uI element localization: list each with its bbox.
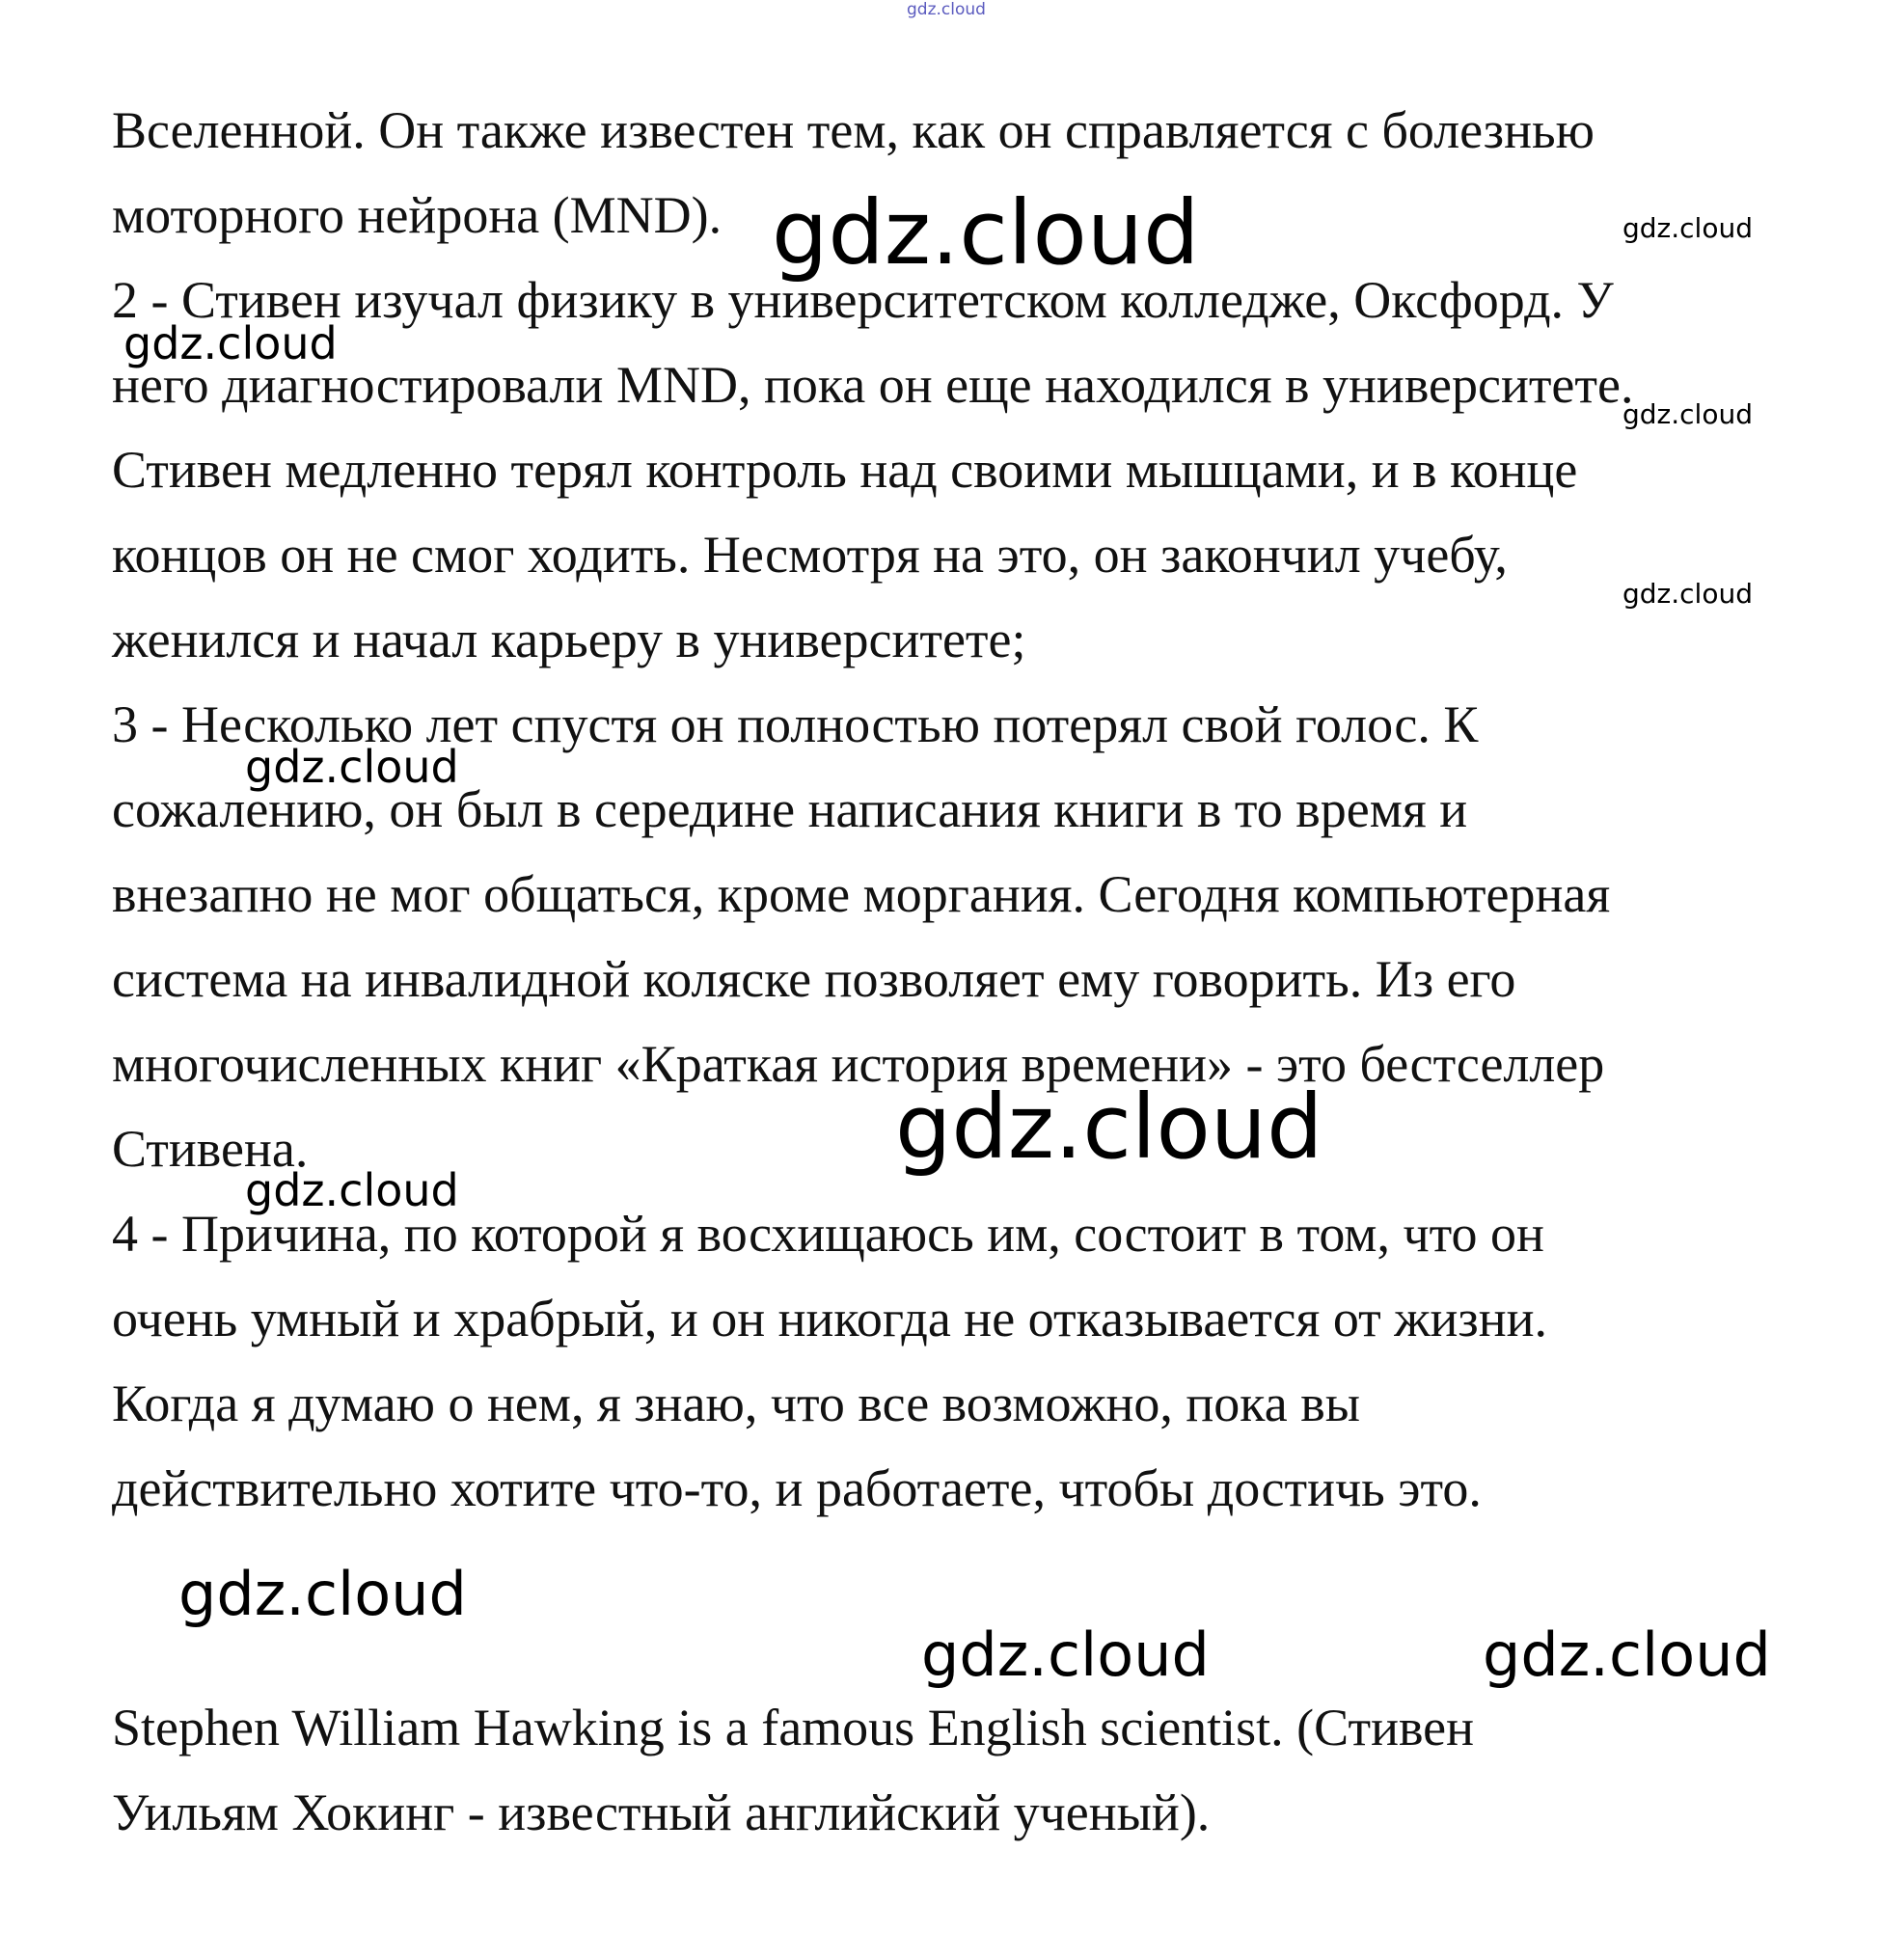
text-line: Когда я думаю о нем, я знаю, что все возможно, пока вы [112,1375,1360,1432]
text-line: 4 - Причина, по которой я восхищаюсь им, состоит в том, что он [112,1205,1544,1263]
text-line: очень умный и храбрый, и он никогда не отказывается от жизни. [112,1290,1548,1348]
watermark-large: gdz.cloud [895,1075,1323,1179]
text-line: Стивена. [112,1120,309,1178]
watermark-large: gdz.cloud [1483,1620,1771,1690]
text-block-2 [112,1685,1839,1855]
text-line: действительно хотите что-то, и работаете, чтобы достичь это. [112,1459,1482,1517]
text-line: Stephen William Hawking is a famous English scientist. (Стивен [112,1699,1475,1756]
text-line: 3 - Несколько лет спустя он полностью потерял свой голос. К [112,695,1479,753]
watermark-medium: gdz.cloud [245,1164,459,1216]
text-line: 2 - Стивен изучал физику в университетском колледже, Оксфорд. У [112,271,1614,329]
text-line: моторного нейрона (MND). [112,186,722,244]
watermark-large: gdz.cloud [178,1559,467,1629]
watermark-top: gdz.cloud [907,0,986,19]
text-line: Вселенной. Он также известен тем, как он справляется с болезнью [112,101,1595,159]
watermark-small: gdz.cloud [1622,578,1753,610]
text-line: система на инвалидной коляске позволяет ему говорить. Из его [112,950,1516,1008]
text-line: Уильям Хокинг - известный английский ученый). [112,1783,1211,1841]
text-block-1 [112,88,1839,1531]
text-line: внезапно не мог общаться, кроме моргания. Сегодня компьютерная [112,865,1611,923]
watermark-medium: gdz.cloud [245,741,459,793]
text-line: Стивен медленно терял контроль над своими мышцами, и в конце [112,441,1578,499]
text-line: концов он не смог ходить. Несмотря на это, он закончил учебу, [112,526,1508,584]
text-line: женился и начал карьеру в университете; [112,611,1026,668]
text-line: многочисленных книг «Краткая история времени» - это бестселлер [112,1035,1605,1093]
watermark-medium: gdz.cloud [123,317,338,369]
text-line: него диагностировали MND, пока он еще находился в университете. [112,356,1634,414]
watermark-large: gdz.cloud [772,181,1200,285]
watermark-small: gdz.cloud [1622,398,1753,430]
text-line: сожалению, он был в середине написания книги в то время и [112,780,1468,838]
watermark-small: gdz.cloud [1622,212,1753,244]
watermark-large: gdz.cloud [921,1620,1210,1690]
